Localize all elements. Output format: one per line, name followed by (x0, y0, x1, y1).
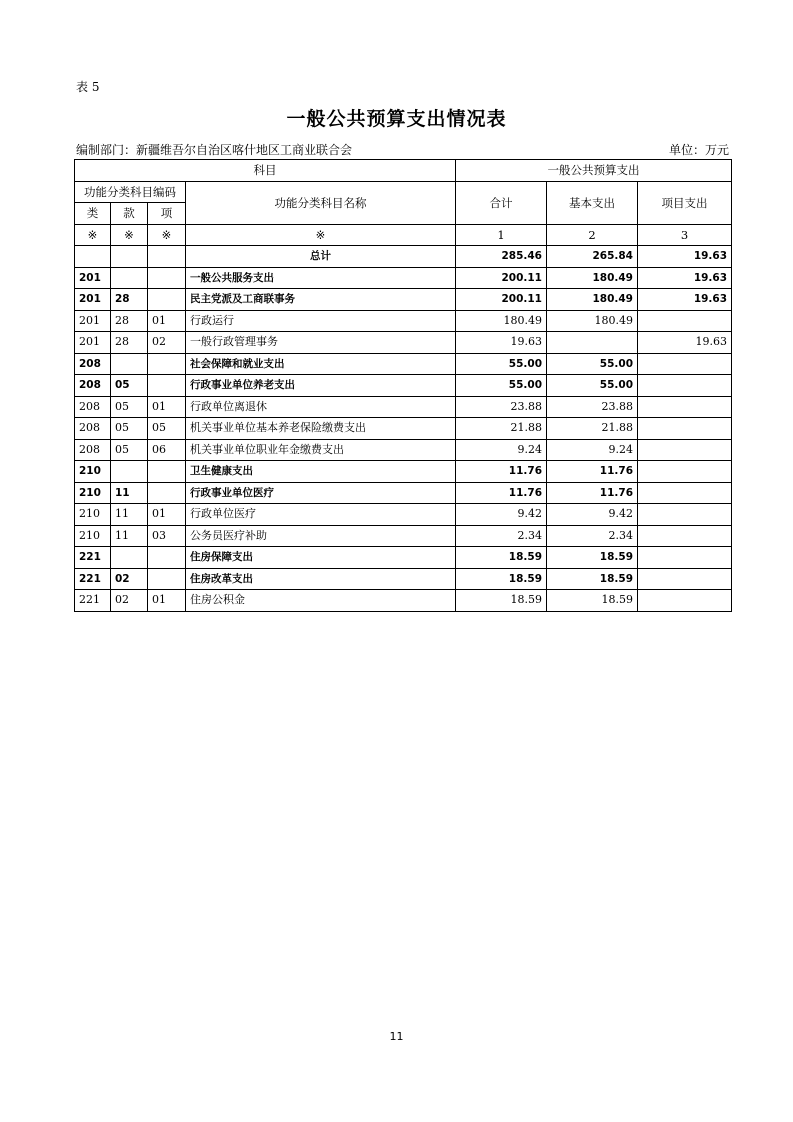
xiang-cell: 01 (148, 504, 186, 526)
subject-name-cell: 机关事业单位职业年金缴费支出 (186, 439, 456, 461)
table-row (75, 504, 732, 526)
subject-name-cell: 一般公共服务支出 (186, 267, 456, 289)
xiang-cell: 01 (148, 590, 186, 612)
subject-name-cell: 民主党派及工商联事务 (186, 289, 456, 311)
table-label: 表 5 (76, 80, 100, 94)
xiang-cell: 06 (148, 439, 186, 461)
xiang-cell: 05 (148, 418, 186, 440)
kuan-cell: 05 (111, 375, 148, 397)
xiang-cell: 01 (148, 310, 186, 332)
kuan-cell (111, 547, 148, 569)
name-header: 功能分类科目名称 (186, 181, 456, 224)
total-cell: 2.34 (456, 525, 547, 547)
table-row (75, 525, 732, 547)
budget-group-header: 一般公共预算支出 (456, 160, 732, 182)
subject-name-cell: 行政事业单位养老支出 (186, 375, 456, 397)
total-cell: 9.24 (456, 439, 547, 461)
table-row (75, 482, 732, 504)
project-cell: 19.63 (638, 332, 732, 354)
kuan-header: 款 (111, 203, 148, 225)
subject-name-cell: 机关事业单位基本养老保险缴费支出 (186, 418, 456, 440)
kuan-cell (111, 353, 148, 375)
project-cell (638, 439, 732, 461)
subject-name-cell: 住房改革支出 (186, 568, 456, 590)
column-number: 1 (456, 224, 547, 246)
table-row (75, 590, 732, 612)
total-cell: 180.49 (456, 310, 547, 332)
lei-cell: 201 (75, 289, 111, 311)
kuan-cell: 05 (111, 439, 148, 461)
lei-cell (75, 246, 111, 268)
xiang-cell (148, 246, 186, 268)
lei-cell: 208 (75, 353, 111, 375)
budget-table (74, 159, 732, 612)
xiang-cell (148, 568, 186, 590)
kuan-cell: 05 (111, 396, 148, 418)
mark-cell: ※ (111, 224, 148, 246)
kuan-cell: 28 (111, 289, 148, 311)
table-row (75, 310, 732, 332)
table-row (75, 375, 732, 397)
project-cell (638, 396, 732, 418)
lei-cell: 208 (75, 375, 111, 397)
lei-cell: 210 (75, 482, 111, 504)
xiang-cell (148, 482, 186, 504)
kuan-cell: 28 (111, 332, 148, 354)
kuan-cell (111, 267, 148, 289)
mark-cell: ※ (148, 224, 186, 246)
total-cell: 55.00 (456, 375, 547, 397)
total-cell: 18.59 (456, 547, 547, 569)
subject-name-cell: 卫生健康支出 (186, 461, 456, 483)
project-cell (638, 418, 732, 440)
total-cell: 55.00 (456, 353, 547, 375)
kuan-cell: 11 (111, 525, 148, 547)
project-cell (638, 375, 732, 397)
subject-name-cell: 一般行政管理事务 (186, 332, 456, 354)
subject-name-cell: 住房保障支出 (186, 547, 456, 569)
basic-cell: 18.59 (547, 590, 638, 612)
subject-name-cell: 住房公积金 (186, 590, 456, 612)
basic-cell: 23.88 (547, 396, 638, 418)
project-cell (638, 525, 732, 547)
basic-cell: 11.76 (547, 461, 638, 483)
subject-name-cell: 行政事业单位医疗 (186, 482, 456, 504)
table-row (75, 418, 732, 440)
project-cell: 19.63 (638, 289, 732, 311)
xiang-cell (148, 289, 186, 311)
table-row (75, 289, 732, 311)
project-cell (638, 353, 732, 375)
basic-cell: 180.49 (547, 289, 638, 311)
kuan-cell: 11 (111, 482, 148, 504)
code-group-header: 功能分类科目编码 (75, 181, 186, 203)
department-label: 编制部门：新疆维吾尔自治区喀什地区工商业联合会 (76, 143, 353, 157)
lei-cell: 208 (75, 396, 111, 418)
total-cell: 19.63 (456, 332, 547, 354)
lei-cell: 221 (75, 590, 111, 612)
lei-cell: 201 (75, 332, 111, 354)
project-cell: 19.63 (638, 246, 732, 268)
subject-name-cell: 社会保障和就业支出 (186, 353, 456, 375)
total-cell: 200.11 (456, 289, 547, 311)
table-row (75, 353, 732, 375)
xiang-header: 项 (148, 203, 186, 225)
total-cell: 21.88 (456, 418, 547, 440)
page-number: 11 (389, 1030, 404, 1043)
total-cell: 23.88 (456, 396, 547, 418)
kuan-cell: 28 (111, 310, 148, 332)
subject-name-cell: 行政单位离退休 (186, 396, 456, 418)
lei-cell: 208 (75, 439, 111, 461)
column-number: 3 (638, 224, 732, 246)
total-cell: 11.76 (456, 461, 547, 483)
project-cell (638, 547, 732, 569)
total-cell: 9.42 (456, 504, 547, 526)
basic-cell: 265.84 (547, 246, 638, 268)
basic-header: 基本支出 (547, 181, 638, 224)
kuan-cell: 02 (111, 568, 148, 590)
basic-cell: 9.42 (547, 504, 638, 526)
basic-cell: 55.00 (547, 375, 638, 397)
total-cell: 11.76 (456, 482, 547, 504)
basic-cell: 11.76 (547, 482, 638, 504)
basic-cell: 18.59 (547, 547, 638, 569)
total-cell: 18.59 (456, 590, 547, 612)
project-cell: 19.63 (638, 267, 732, 289)
table-row (75, 547, 732, 569)
xiang-cell (148, 267, 186, 289)
kuan-cell: 05 (111, 418, 148, 440)
lei-cell: 201 (75, 267, 111, 289)
column-number: 2 (547, 224, 638, 246)
table-row (75, 396, 732, 418)
lei-cell: 221 (75, 568, 111, 590)
subject-header: 科目 (75, 160, 456, 182)
xiang-cell (148, 547, 186, 569)
total-header: 合计 (456, 181, 547, 224)
total-row (75, 246, 732, 268)
subject-name-cell: 总计 (186, 246, 456, 268)
basic-cell (547, 332, 638, 354)
lei-cell: 208 (75, 418, 111, 440)
table-row (75, 332, 732, 354)
kuan-cell: 02 (111, 590, 148, 612)
lei-cell: 201 (75, 310, 111, 332)
table-row (75, 461, 732, 483)
total-cell: 200.11 (456, 267, 547, 289)
basic-cell: 55.00 (547, 353, 638, 375)
project-cell (638, 590, 732, 612)
project-cell (638, 310, 732, 332)
mark-cell: ※ (75, 224, 111, 246)
xiang-cell: 03 (148, 525, 186, 547)
table-row (75, 267, 732, 289)
xiang-cell (148, 375, 186, 397)
basic-cell: 18.59 (547, 568, 638, 590)
lei-cell: 221 (75, 547, 111, 569)
project-cell (638, 482, 732, 504)
table-row (75, 568, 732, 590)
total-cell: 285.46 (456, 246, 547, 268)
kuan-cell (111, 246, 148, 268)
total-cell: 18.59 (456, 568, 547, 590)
xiang-cell: 01 (148, 396, 186, 418)
page-title: 一般公共预算支出情况表 (286, 108, 507, 130)
lei-cell: 210 (75, 525, 111, 547)
subject-name-cell: 公务员医疗补助 (186, 525, 456, 547)
table-row (75, 439, 732, 461)
kuan-cell: 11 (111, 504, 148, 526)
basic-cell: 21.88 (547, 418, 638, 440)
unit-label: 单位：万元 (668, 143, 729, 157)
basic-cell: 9.24 (547, 439, 638, 461)
project-header: 项目支出 (638, 181, 732, 224)
lei-cell: 210 (75, 461, 111, 483)
mark-cell: ※ (186, 224, 456, 246)
project-cell (638, 461, 732, 483)
kuan-cell (111, 461, 148, 483)
basic-cell: 2.34 (547, 525, 638, 547)
project-cell (638, 568, 732, 590)
basic-cell: 180.49 (547, 267, 638, 289)
lei-header: 类 (75, 203, 111, 225)
basic-cell: 180.49 (547, 310, 638, 332)
subject-name-cell: 行政单位医疗 (186, 504, 456, 526)
xiang-cell (148, 461, 186, 483)
xiang-cell (148, 353, 186, 375)
lei-cell: 210 (75, 504, 111, 526)
project-cell (638, 504, 732, 526)
xiang-cell: 02 (148, 332, 186, 354)
subject-name-cell: 行政运行 (186, 310, 456, 332)
